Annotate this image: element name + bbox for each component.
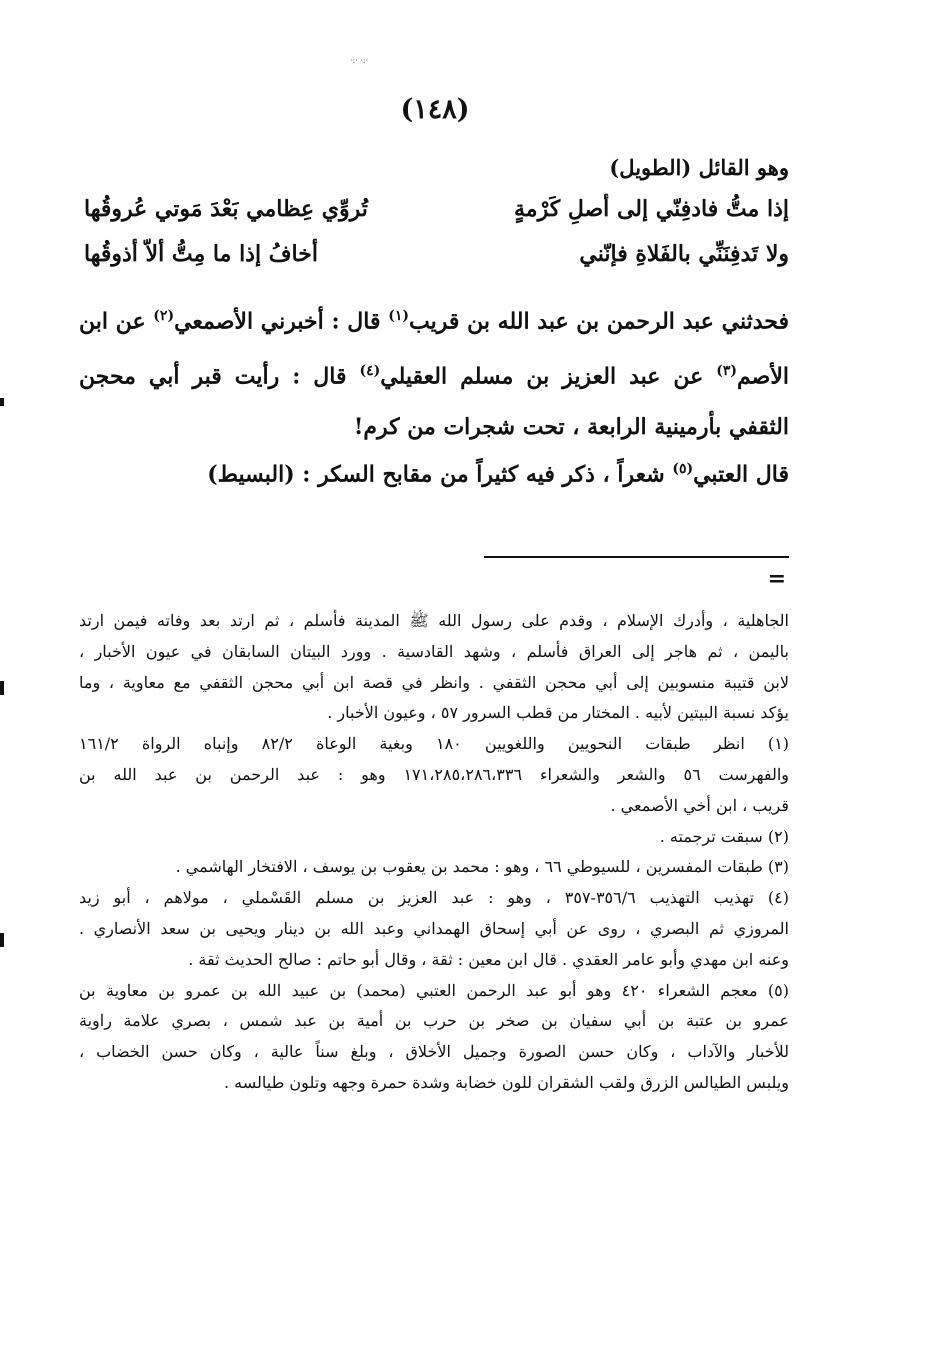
poem-intro-text: قال العتبي xyxy=(693,461,789,488)
narration-text: قال : أخبرني الأصمعي xyxy=(174,308,389,335)
narration-paragraph xyxy=(79,291,789,452)
footnote-line: (٤) تهذيب التهذيب ٣٥٦/٦-٣٥٧ ، وهو : عبد العزيز بن مسلم القَسْملي ، مولاهم ، أبو زيد xyxy=(79,888,789,908)
verse-second-hemistich: أخافُ إذا ما مِتُّ ألاّ أذوقُها xyxy=(84,241,318,267)
footnote-line: عمرو بن عتبة بن أبي سفيان بن صخر بن حرب بن أمية بن عبد شمس ، بصري علامة راوية xyxy=(79,1011,790,1031)
narration-text: قال : رأيت قبر أبي محجن الثقفي بأرمينية الرابعة ، تحت شجرات من كرم! xyxy=(79,363,789,440)
footnote-line: وعنه ابن مهدي وأبو عامر العقدي . قال ابن معين : ثقة ، وقال أبو حاتم : صالح الحديث ثقة . xyxy=(188,949,789,969)
verse-line xyxy=(84,196,789,236)
footnote-ref[interactable]: (١) xyxy=(388,308,409,324)
footnote-line: (٣) طبقات المفسرين ، للسيوطي ٦٦ ، وهو : محمد بن يعقوب بن يوسف ، الافتخار الهاشمي . xyxy=(175,857,789,877)
footnote-ref[interactable]: (٥) xyxy=(672,461,694,477)
scan-speck: ·:· ·:· xyxy=(350,56,369,65)
poem-intro-paragraph xyxy=(79,444,789,499)
scan-margin-mark xyxy=(0,681,4,695)
scan-margin-mark xyxy=(0,398,4,406)
footnote-line: (٢) سبقت ترجمته . xyxy=(659,826,789,846)
footnote-line: باليمن ، ثم هاجر إلى العراق فأسلم ، وشهد القادسية . وورد البيتان السابقان في عيون الأخبار ، xyxy=(79,641,789,661)
footnote-line: الجاهلية ، وأدرك الإسلام ، وقدم على رسول الله ﷺ المدينة فأسلم ، ثم ارتد بعد وفاته فيمن ارتد xyxy=(79,611,789,630)
footnote-line: قريب ، ابن أخي الأصمعي . xyxy=(610,795,789,815)
footnote-line: (١) انظر طبقات النحويين واللغويين ١٨٠ وبغية الوعاة ٨٢/٢ وإنباه الرواة ١٦١/٢ xyxy=(79,734,790,754)
footnote-line: المروزي ثم البصري ، روى عن أبي إسحاق الهمداني وعبد الله بن دينار ويحيى بن سعد الأنصاري . xyxy=(79,918,789,938)
scan-margin-mark xyxy=(0,933,4,947)
continuation-mark: = xyxy=(767,566,786,592)
footnote-ref[interactable]: (٢) xyxy=(153,308,175,324)
footnote-separator xyxy=(484,556,789,558)
footnotes xyxy=(79,606,789,1099)
page-number: (١٤٨) xyxy=(400,94,470,125)
footnote-line: ويلبس الطيالس الزرق ولقب الشقران للون خضابة وشدة حمرة وجهه وتلون طيالسه . xyxy=(224,1072,789,1092)
verse-second-hemistich: تُروِّي عِظامي بَعْدَ مَوتي عُروقُها xyxy=(84,196,368,222)
footnote-line: يؤكد نسبة البيتين لأبيه . المختار من قطب السرور ٥٧ ، وعيون الأخبار . xyxy=(327,703,789,723)
footnote-ref[interactable]: (٤) xyxy=(359,363,381,380)
verse-line xyxy=(84,241,789,281)
narration-text: عن ابن الأصم xyxy=(79,308,789,390)
footnote-ref[interactable]: (٣) xyxy=(716,363,738,380)
footnote-line: والفهرست ٥٦ والشعر والشعراء ١٧١،٢٨٥،٢٨٦،٣٣٦ وهو : عبد الرحمن بن عبد الله بن xyxy=(79,764,790,784)
narration-text: فحدثني عبد الرحمن بن عبد الله بن قريب xyxy=(408,308,789,335)
narration-text: عن عبد العزيز بن مسلم العقيلي xyxy=(380,363,717,390)
poem-intro-text: شعراً ، ذكر فيه كثيراً من مقابح السكر : (البسيط) xyxy=(207,461,673,488)
footnote-line: لابن قتيبة منسوبين إلى أبي محجن الثقفي . وانظر في قصة ابن أبي محجن الثقفي مع معاوية ، وما xyxy=(79,672,789,692)
verse-first-hemistich: ولا تَدفِنَنِّي بالفَلاةِ فإنّني xyxy=(579,241,789,267)
intro-line: وهو القائل (الطويل) xyxy=(609,155,789,180)
footnote-line: للأخبار والآداب ، وكان حسن الصورة وجميل الأخلاق ، وبلغ سناً عالية ، وكان حسن الخضاب ، xyxy=(79,1042,789,1062)
verse-first-hemistich: إذا متُّ فادفِنّي إلى أصلِ كَرْمةٍ xyxy=(513,196,789,222)
footnote-line: (٥) معجم الشعراء ٤٢٠ وهو أبو عبد الرحمن العتبي (محمد) بن عبيد الله بن عمرو بن معاوية بن xyxy=(79,980,790,1000)
